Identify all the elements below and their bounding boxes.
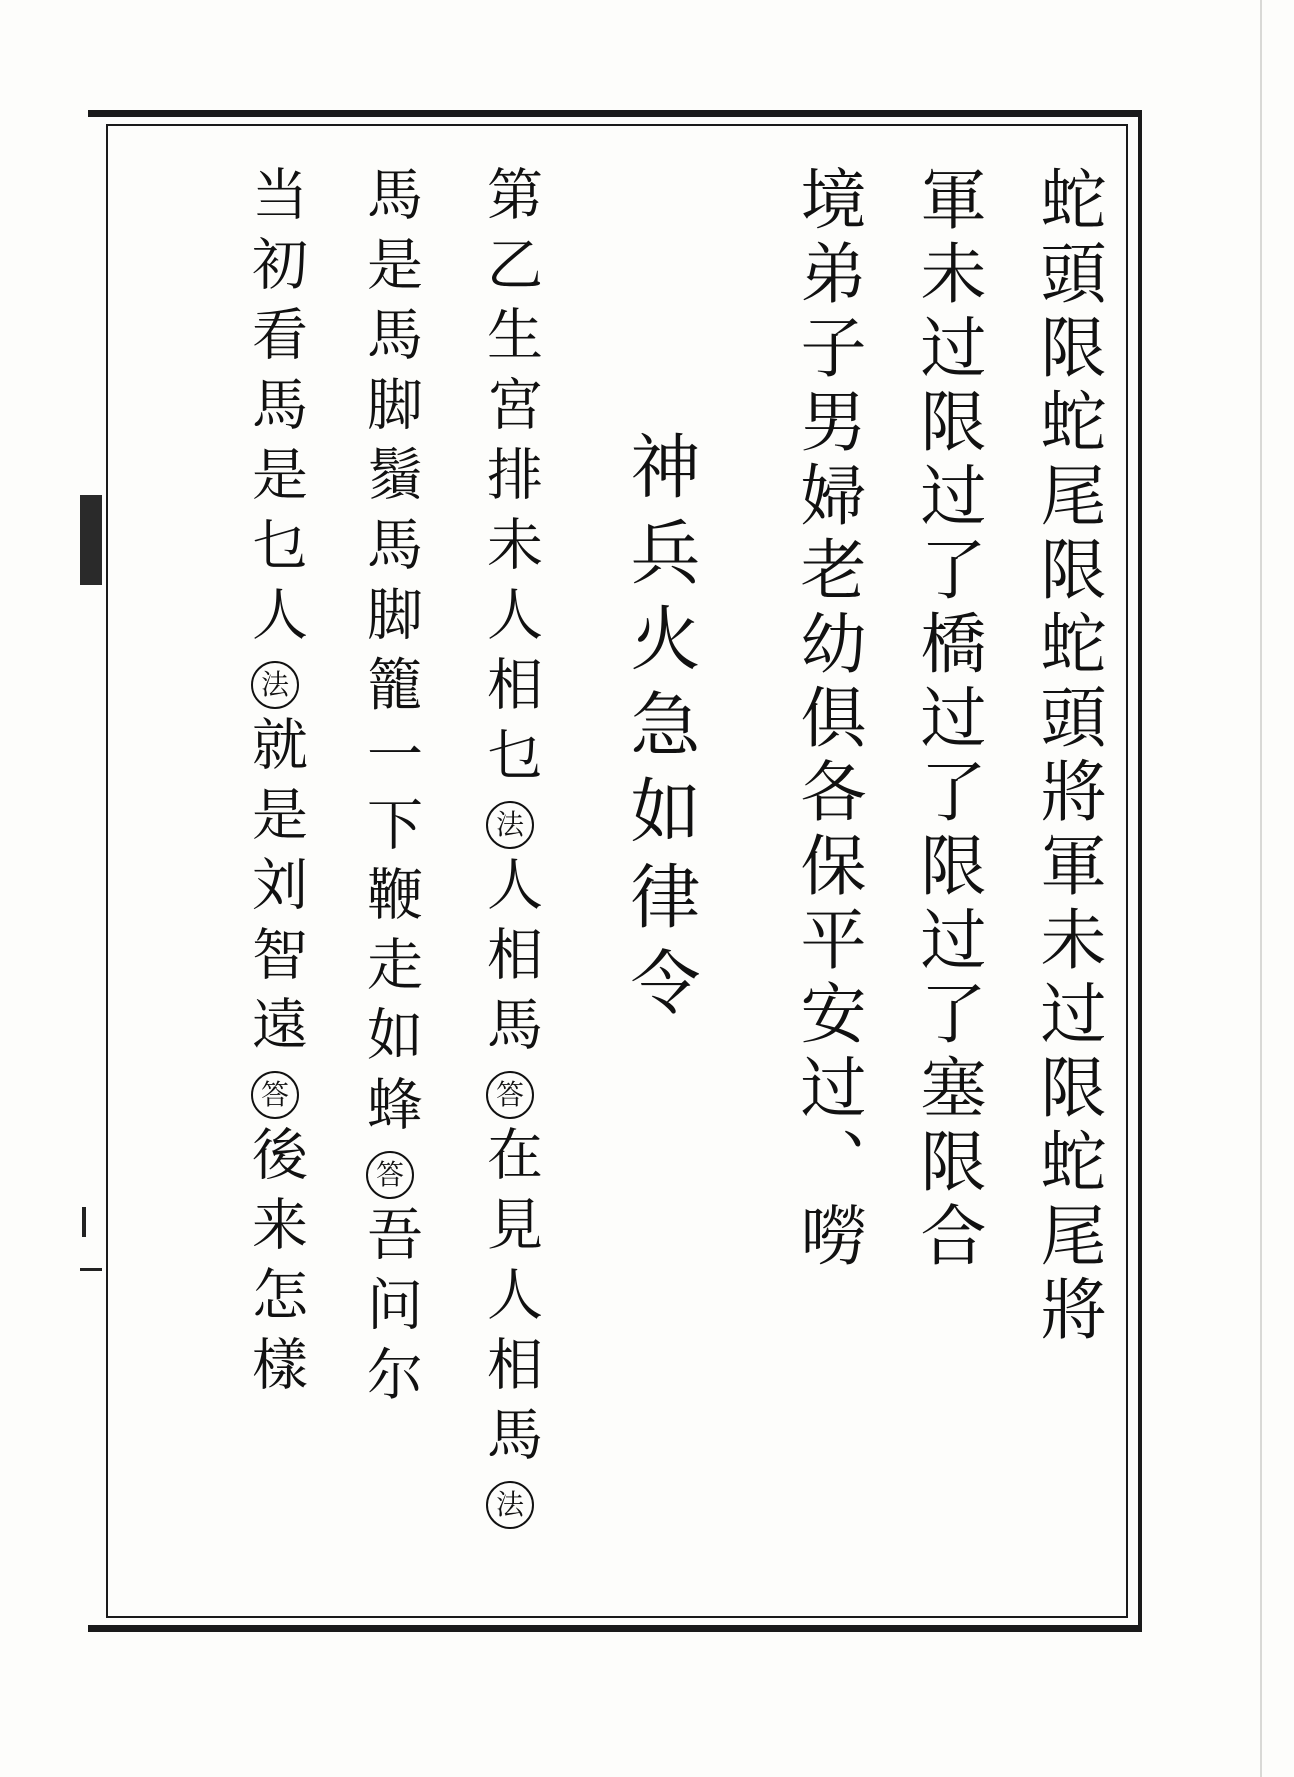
fa-seal-icon: 法 [251,661,299,709]
dialogue-text: 就是刘智遠 [243,715,308,1065]
text-column-2: 軍未过限过了橋过了限过了塞限合 [909,165,986,1275]
da-seal-icon: 答 [486,1071,534,1119]
dialogue-text: 馬是馬脚鬚馬脚籠一下鞭走如蜂 [358,165,423,1145]
spine-rule-mark [80,1268,102,1271]
scan-edge-line [1260,0,1262,1777]
dialogue-text: 吾问尔 [358,1205,423,1415]
dialogue-text: 後来怎樣 [243,1125,308,1405]
fa-seal-icon: 法 [486,801,534,849]
text-column-3: 境弟子男婦老幼俱各保平安过、嘮 [789,165,866,1275]
binding-spine-mark [80,495,102,585]
dialogue-text: 在見人相馬 [478,1125,543,1475]
da-seal-icon: 答 [366,1151,414,1199]
dialogue-column-1 [470,165,550,1535]
dialogue-column-2 [350,165,430,1415]
fa-seal-icon: 法 [486,1481,534,1529]
text-column-1: 蛇頭限蛇尾限蛇頭將軍未过限蛇尾將 [1029,165,1106,1349]
spine-tick-mark [82,1207,86,1237]
dialogue-column-3 [235,165,315,1405]
dialogue-text: 人相馬 [478,855,543,1065]
da-seal-icon: 答 [251,1071,299,1119]
dialogue-text: 第乙生宮排未人相乜 [478,165,543,795]
dialogue-text: 当初看馬是乜人 [243,165,308,655]
incantation-column: 神兵火急如律令 [619,430,701,1032]
